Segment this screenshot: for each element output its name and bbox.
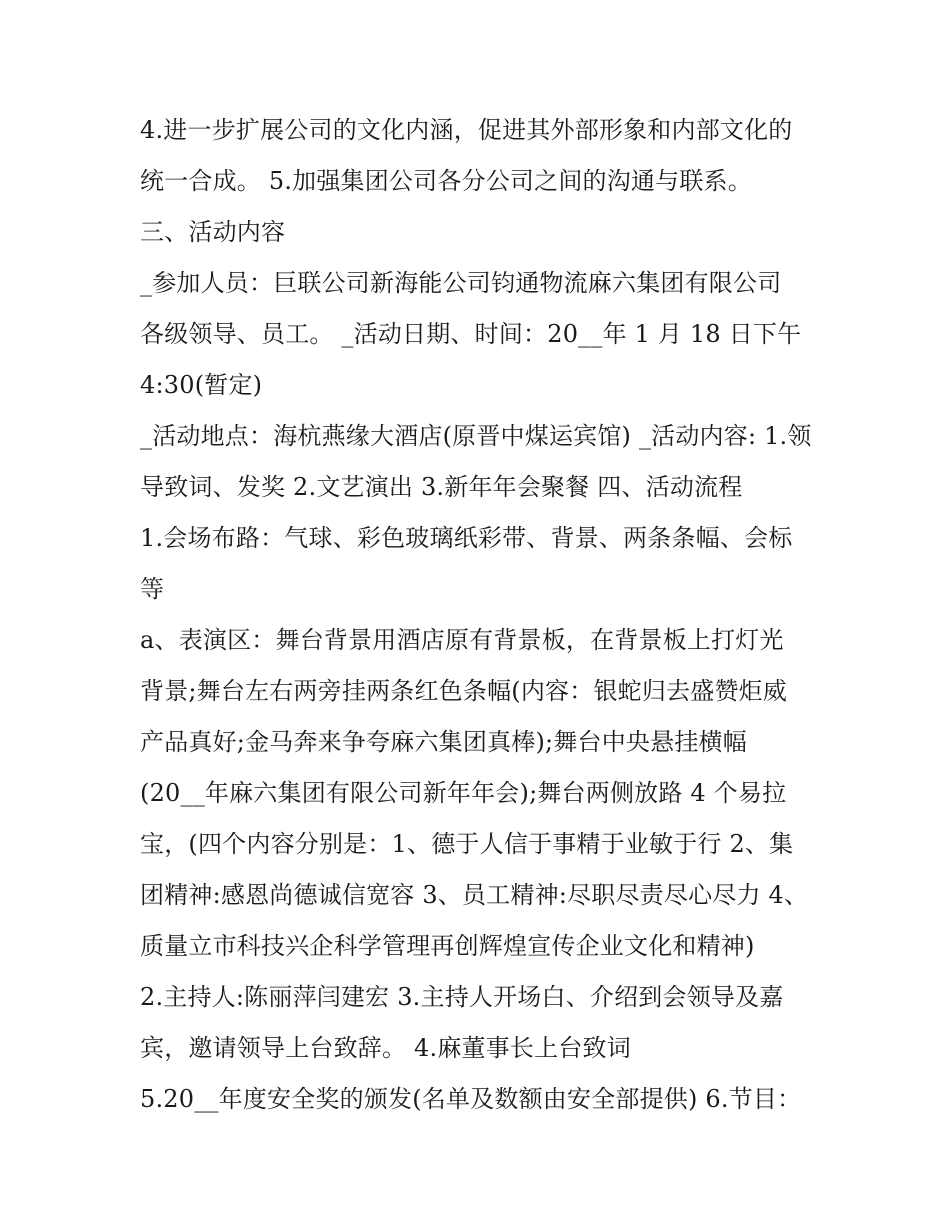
text-line: 2.主持人:陈丽萍闫建宏 3.主持人开场白、介绍到会领导及嘉 — [140, 983, 784, 1011]
text-line: 背景;舞台左右两旁挂两条红色条幅(内容：银蛇归去盛赞炬威 — [140, 677, 788, 705]
text-line: 统一合成。 5.加强集团公司各分公司之间的沟通与联系。 — [140, 167, 752, 195]
section-heading: 三、活动内容 — [140, 218, 286, 246]
text-line: 1.会场布路：气球、彩色玻璃纸彩带、背景、两条条幅、会标 — [140, 524, 793, 552]
text-line: 导致词、发奖 2.文艺演出 3.新年年会聚餐 四、活动流程 — [140, 473, 743, 501]
text-line: 产品真好;金马奔来争夸麻六集团真棒);舞台中央悬挂横幅 — [140, 728, 747, 756]
document-body — [140, 105, 820, 1125]
text-line: a、表演区：舞台背景用酒店原有背景板，在背景板上打灯光 — [140, 626, 784, 654]
text-line: 4:30(暂定) — [140, 371, 263, 399]
text-line: 等 — [140, 575, 165, 603]
text-line: 质量立市科技兴企科学管理再创辉煌宣传企业文化和精神) — [140, 932, 755, 960]
text-line: _参加人员：巨联公司新海能公司钧通物流麻六集团有限公司 — [140, 269, 782, 297]
text-line: 4.进一步扩展公司的文化内涵，促进其外部形象和内部文化的 — [140, 116, 793, 144]
text-line: 宾，邀请领导上台致辞。 4.麻董事长上台致词 — [140, 1034, 631, 1062]
text-line: _活动地点：海杭燕缘大酒店(原晋中煤运宾馆) _活动内容: 1.领 — [140, 422, 812, 450]
text-line: 5.20__年度安全奖的颁发(名单及数额由安全部提供) 6.节目： — [140, 1085, 802, 1113]
text-line: (20__年麻六集团有限公司新年年会);舞台两侧放路 4 个易拉 — [140, 779, 787, 807]
text-line: 团精神:感恩尚德诚信宽容 3、员工精神:尽职尽责尽心尽力 4、 — [140, 881, 809, 909]
text-line: 各级领导、员工。 _活动日期、时间：20__年 1 月 18 日下午 — [140, 320, 802, 348]
text-line: 宝，(四个内容分别是：1、德于人信于事精于业敏于行 2、集 — [140, 830, 794, 858]
